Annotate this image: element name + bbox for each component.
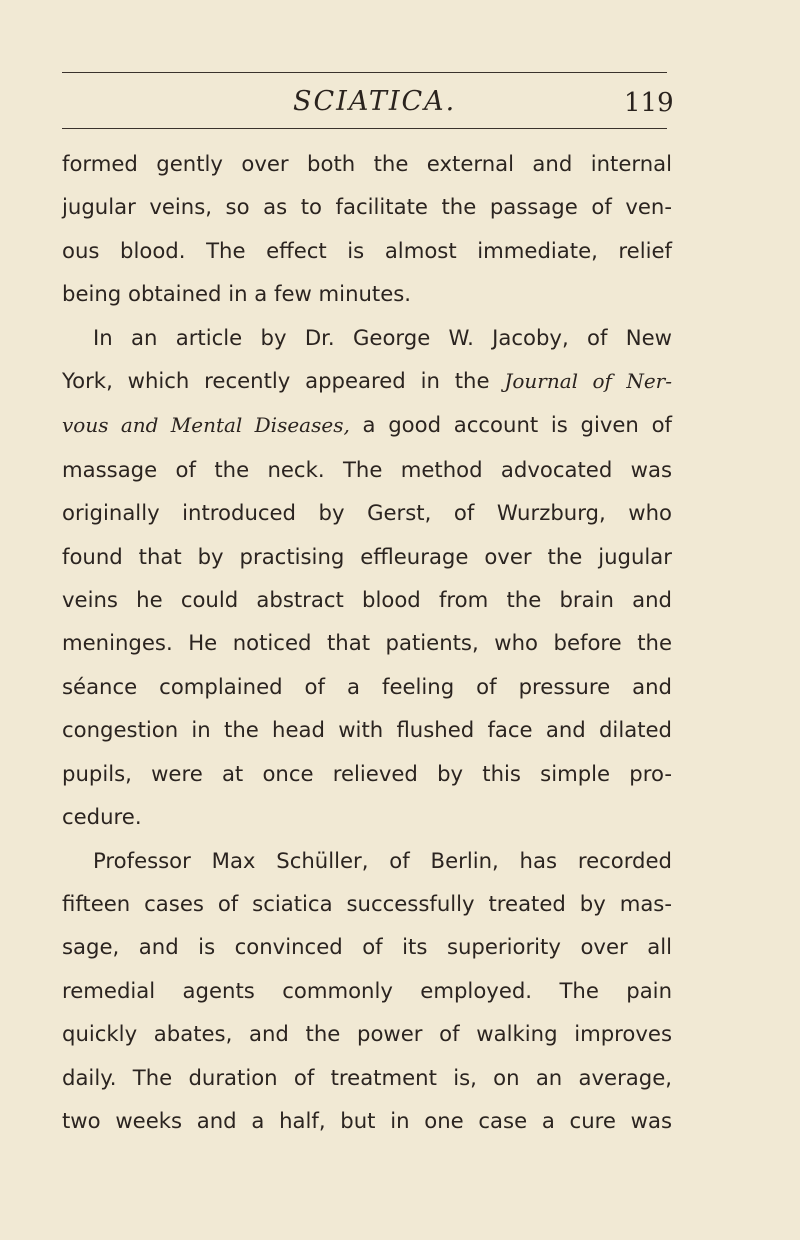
text-line: séance complained of a feeling of pressure and (62, 673, 672, 699)
text-line: meninges. He noticed that patients, who before the (62, 630, 672, 656)
text-line (62, 403, 672, 447)
paragraph-start-line: Professor Max Schüller, of Berlin, has recorded (93, 847, 672, 873)
header-rule-top (62, 72, 667, 73)
text-line: remedial agents commonly employed. The pain (62, 977, 672, 1003)
text-line: formed gently over both the external and internal (62, 151, 672, 176)
text-line: found that by practising effleurage over the jugular (62, 543, 672, 569)
text-line: daily. The duration of treatment is, on an average, (62, 1064, 672, 1090)
text-run: a good account is given of (349, 412, 672, 438)
text-line: cedure. (62, 804, 142, 830)
text-line: quickly abates, and the power of walking improves (62, 1021, 672, 1047)
text-line (62, 359, 672, 403)
paragraph-start-line: In an article by Dr. George W. Jacoby, of New (93, 324, 672, 350)
text-line: two weeks and a half, but in one case a cure was (62, 1107, 672, 1133)
text-line: veins he could abstract blood from the brain and (62, 587, 672, 613)
text-line: originally introduced by Gerst, of Wurzburg, who (62, 500, 672, 526)
text-line: fifteen cases of sciatica successfully treated by mas- (62, 890, 672, 916)
running-title: SCIATICA. (293, 86, 457, 117)
text-run: York, which recently appeared in the (62, 368, 505, 394)
page-number: 119 (624, 88, 674, 118)
text-line: jugular veins, so as to facilitate the passage of ven- (62, 194, 672, 220)
text-line: pupils, were at once relieved by this simple pro- (62, 760, 672, 786)
text-line: sage, and is convinced of its superiority over all (62, 934, 672, 960)
header-rule-bottom (62, 128, 667, 129)
journal-title-italic: Journal of Ner- (504, 369, 673, 394)
journal-title-italic: vous and Mental Diseases, (62, 413, 350, 438)
body-text (62, 142, 672, 1142)
text-line: ous blood. The effect is almost immediate, relief (62, 237, 672, 263)
text-line: being obtained in a few minutes. (62, 281, 412, 307)
text-line: congestion in the head with flushed face and dilated (62, 717, 672, 743)
text-line: massage of the neck. The method advocated was (62, 456, 672, 482)
